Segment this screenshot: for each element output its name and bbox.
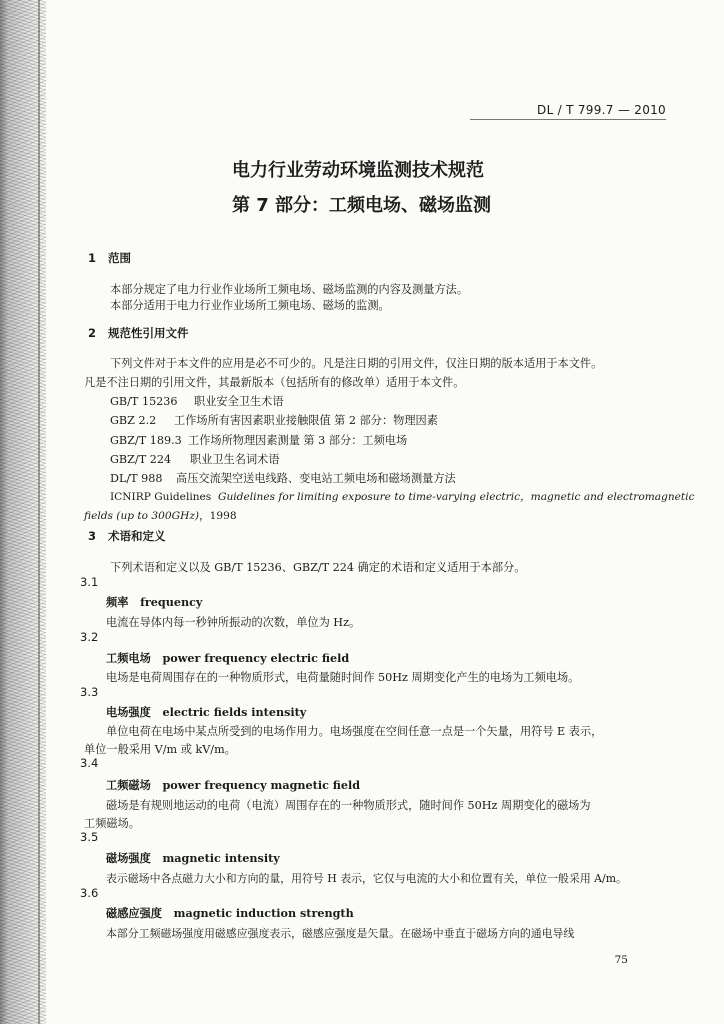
page-number: 75 (614, 954, 628, 966)
term-heading (106, 850, 280, 866)
term-english: power frequency electric field (162, 651, 350, 665)
term-definition: 电流在导体内每一秒钟所振动的次数，单位为 Hz。 (106, 616, 361, 629)
reference-item (110, 412, 438, 428)
reference-code: GBZ/T 189.3 (110, 434, 182, 447)
term-chinese: 频率 (106, 595, 129, 609)
reference-title: 工作场所物理因素测量 第 3 部分：工频电场 (188, 434, 408, 447)
section-title: 术语和定义 (108, 529, 166, 543)
term-heading (106, 704, 306, 720)
reference-title: 高压交流架空送电线路、变电站工频电场和磁场测量方法 (176, 472, 456, 485)
section-2-heading (88, 325, 189, 341)
section-number: 3 (88, 529, 97, 543)
reference-code: DL/T 988 (110, 472, 163, 485)
reference-item (110, 489, 695, 504)
term-definition: 本部分工频磁场强度用磁感应强度表示，磁感应强度是矢量。在磁场中垂直于磁场方向的通电导线 (106, 927, 575, 940)
term-english: electric fields intensity (162, 705, 307, 719)
term-english: power frequency magnetic field (162, 778, 361, 792)
reference-code: GB/T 15236 (110, 395, 178, 408)
reference-title: 工作场所有害因素职业接触限值 第 2 部分：物理因素 (174, 414, 438, 427)
paragraph: 下列术语和定义以及 GB/T 15236、GBZ/T 224 确定的术语和定义适用于本部分。 (110, 561, 526, 574)
term-heading (106, 594, 202, 610)
reference-item (110, 432, 407, 448)
term-chinese: 电场强度 (106, 705, 151, 719)
term-heading (106, 650, 349, 666)
section-3-heading (88, 528, 166, 544)
term-definition: 磁场是有规则地运动的电荷（电流）周围存在的一种物质形式，随时间作 50Hz 周期变化的磁场为 (106, 799, 591, 812)
reference-item (110, 393, 284, 409)
term-chinese: 磁感应强度 (106, 906, 162, 920)
term-english: frequency (140, 595, 203, 609)
section-title: 规范性引用文件 (108, 326, 189, 340)
term-number: 3.3 (80, 685, 99, 699)
term-number: 3.4 (80, 756, 99, 770)
term-definition: 单位电荷在电场中某点所受到的电场作用力。电场强度在空间任意一点是一个矢量，用符号 E 表示， (106, 725, 603, 738)
reference-item (110, 470, 456, 486)
binding-shadow-line (38, 0, 40, 1024)
reference-title: Guidelines for limiting exposure to time-varying electric，magnetic and electromagnetic (218, 491, 695, 503)
header-rule (470, 119, 666, 120)
paragraph: 本部分规定了电力行业作业场所工频电场、磁场监测的内容及测量方法。 (110, 283, 469, 296)
term-number: 3.2 (80, 630, 99, 644)
document-subtitle: 第 7 部分：工频电场、磁场监测 (232, 195, 492, 216)
term-number: 3.6 (80, 886, 99, 900)
reference-code: GBZ/T 224 (110, 453, 172, 466)
term-chinese: 磁场强度 (106, 851, 151, 865)
paragraph: 本部分适用于电力行业作业场所工频电场、磁场的监测。 (110, 299, 390, 312)
term-chinese: 工频电场 (106, 651, 151, 665)
term-heading (106, 905, 354, 921)
reference-item (110, 451, 280, 467)
section-title: 范围 (108, 251, 131, 265)
section-number: 2 (88, 326, 97, 340)
paragraph: 下列文件对于本文件的应用是必不可少的。凡是注日期的引用文件，仅注日期的版本适用于本文件。 (110, 357, 603, 370)
term-english: magnetic intensity (162, 851, 280, 865)
term-definition: 电场是电荷周围存在的一种物质形式，电荷量随时间作 50Hz 周期变化产生的电场为工频电场。 (106, 671, 580, 684)
term-english: magnetic induction strength (173, 906, 354, 920)
section-number: 1 (88, 251, 97, 265)
term-definition-continued: 工频磁场。 (84, 817, 140, 830)
reference-title: 职业卫生名词术语 (190, 453, 280, 466)
term-number: 3.5 (80, 830, 99, 844)
reference-code: ICNIRP Guidelines (110, 491, 212, 503)
section-1-heading (88, 250, 131, 266)
reference-title: 职业安全卫生术语 (194, 395, 284, 408)
standard-code: DL / T 799.7 — 2010 (537, 103, 666, 117)
term-number: 3.1 (80, 575, 99, 589)
term-definition-continued: 单位一般采用 V/m 或 kV/m。 (84, 743, 236, 756)
term-heading (106, 777, 360, 793)
reference-year: ，1998 (199, 510, 237, 522)
reference-code: GBZ 2.2 (110, 414, 157, 427)
reference-title: fields (up to 300GHz) (84, 510, 200, 522)
paragraph: 凡是不注日期的引用文件，其最新版本（包括所有的修改单）适用于本文件。 (84, 376, 465, 389)
reference-item-continued (84, 508, 237, 523)
document-title: 电力行业劳动环境监测技术规范 (232, 160, 484, 181)
term-chinese: 工频磁场 (106, 778, 151, 792)
term-definition: 表示磁场中各点磁力大小和方向的量，用符号 H 表示，它仅与电流的大小和位置有关，单位一般采用 A/m。 (106, 872, 627, 885)
